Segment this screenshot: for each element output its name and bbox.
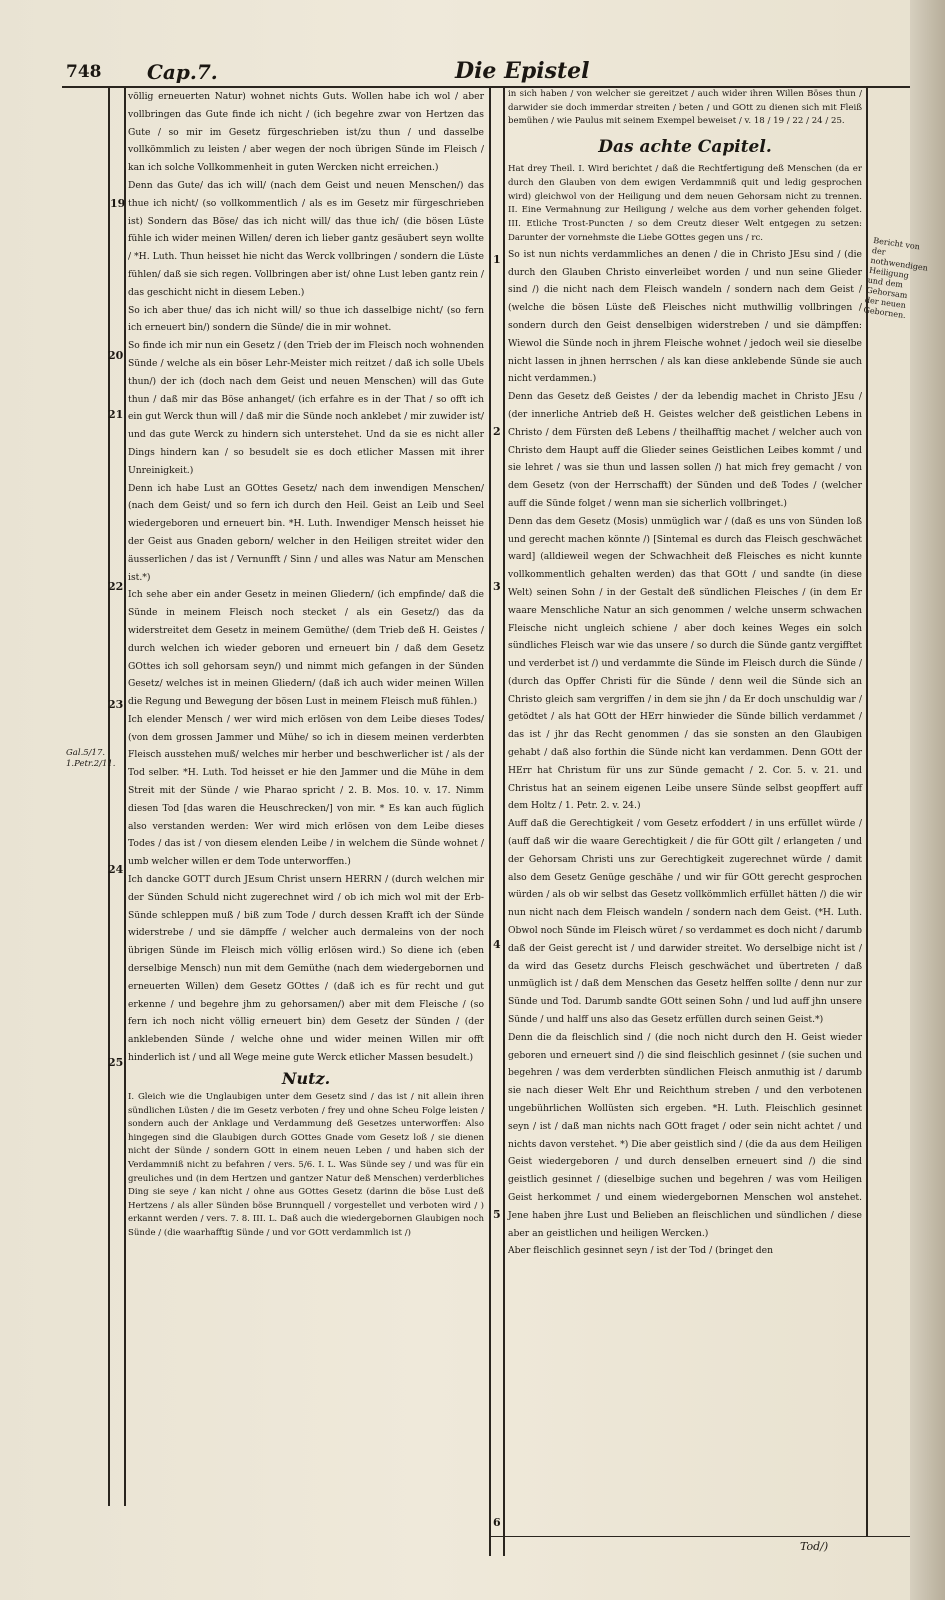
verse-number: 6 xyxy=(493,1516,501,1529)
bottom-rule xyxy=(490,1536,910,1537)
verse-number: 2 xyxy=(493,425,501,438)
right-text-column xyxy=(508,88,862,1260)
nutz-paragraph: I. Gleich wie die Unglaubigen unter dem Gesetz sind / das ist / nit allein ihren sündlichen Lüsten / die im Gesetz verboten / frey und ohne Scheu Folge leisten / sondern auch der Anklage und Verdammung deß Gesetzes unterworffen: Also hingegen sind die Glaubigen durch GOttes Gnade vom Gesetz loß / sie dienen nicht der Sünde / sondern GOtt in einem neuen Leben / und haben sich der Verdammniß nicht zu befahren / vers. 5/6. I. L. Was Sünde sey / und was für ein greuliches und (in dem Hertzen und gantzer Natur deß Menschen) verderbliches Ding sie seye / kan nicht / ohne aus GOttes Gesetz (darinn die böse Lust deß Hertzens / als aller Sünden böse Brunnquell / vorgestellet und verboten wird / ) erkannt werden / vers. 7. 8. III. L. Daß auch die wiedergebornen Glaubigen noch Sünde / (die waarhafftig Sünde / und vor GOtt verdammlich ist /) xyxy=(128,1092,484,1238)
running-title: Die Epistel xyxy=(455,58,590,84)
verse-number: 22 xyxy=(108,580,124,593)
verse-number: 5 xyxy=(493,1208,501,1221)
verse-4: Auff daß die Gerechtigkeit / vom Gesetz erfoddert / in uns erfüllet würde / (auff daß wir die waare Gerechtigkeit / die für GOtt gilt / erlangeten / und der Gehorsam Christi uns zur Gerechtigkeit zugerechnet würde / damit also dem Gesetz Genüge geschähe / und wir für GOtt gerecht gesprochen würden / als ob wir selbst das Gesetz vollkömmlich erfüllet hätten /) die wir nun nicht nach dem Fleisch wandeln / sondern nach dem Geist. (*H. Luth. Obwol noch Sünde im Fleisch würet / so verdammet es doch nicht / darumb daß der Geist gerecht ist / und darwider streitet. Wo derselbige nicht ist / da wird das Gesetz durchs Fleisch geschwächet und übertreten / daß unmüglich ist / daß dem Menschen das Gesetz helffen sollte / denn nur zur Sünde und Tod. Darumb sandte GOtt seinen Sohn / und lud auff jhn unsere Sünde / und halff uns also das Gesetz erfüllen durch seinen Geist.*) xyxy=(508,818,862,1026)
catchword: Tod/) xyxy=(800,1540,829,1553)
verse-22: Denn ich habe Lust an GOttes Gesetz/ nach dem inwendigen Menschen/ (nach dem Geist/ und so fern ich durch den Heil. Geist an Leib und Seel wiedergeboren und erneuert bin. *H. Luth. Inwendiger Mensch heisset hie der Geist aus Gnaden geborn/ welcher in den Heiligen streitet wider den äusserlichen / das ist / Vernunfft / Sinn / und alles was Natur am Menschen ist.*) xyxy=(128,482,484,583)
margin-cross-reference: Gal.5/17. 1.Petr.2/11. xyxy=(66,748,116,769)
section-heading: Nutz. xyxy=(281,1068,331,1088)
verse-number: 19 xyxy=(110,197,126,210)
verse-number: 24 xyxy=(108,863,124,876)
chapter-heading: Das achte Capitel. xyxy=(598,136,772,157)
running-header xyxy=(0,56,945,88)
verse-2: Denn das Gesetz deß Geistes / der da lebendig machet in Christo JEsu / (der innerliche Antrieb deß H. Geistes welcher deß geistlichen Lebens in Christo / dem Fürsten deß Lebens / theilhafftig machet / welcher auch von Christo dem Haupt auff die Glieder seines Geistlichen Leibes kommt / und sie lehret / was sie thun und lassen sollen /) hat mich frey gemacht / von dem Gesetz (von der Herrschafft) der Sünden und deß Todes / (welcher auff die Sünde folget / wenn man sie sicherlich vollbringet.) xyxy=(508,391,862,509)
paragraph: völlig erneuerten Natur) wohnet nichts Guts. Wollen habe ich wol / aber vollbringen das Gute finde ich nicht / (ich begehre zwar von Hertzen das Gute / so mir im Gesetz fürgeschrieben ist/zu thun / und dasselbe vollkömmlich zu leisten / aber wegen der noch übrigen Sünde im Fleisch / kan ich solche Vollkommenheit in guten Wercken nicht erreichen.) xyxy=(128,91,484,174)
left-margin-rule xyxy=(108,86,110,1506)
margin-side-note: Bericht von der nothwendigen Heiligung und dem Gehorsam der neuen Gebornen. xyxy=(863,236,929,321)
verse-number: 3 xyxy=(493,580,501,593)
verse-23: Ich sehe aber ein ander Gesetz in meinen Gliedern/ (ich empfinde/ daß die Sünde in meinem Fleisch noch stecket / als ein Gesetz/) das da widerstreitet dem Gesetz in meinem Gemüthe/ (dem Trieb deß H. Geistes / durch welchen ich wieder geboren und erneuert bin / daß dem Gesetz GOttes ich soll gehorsam seyn/) und nimmt mich gefangen in der Sünden Gesetz/ welches ist in meinen Gliedern/ (daß ich auch wider meinen Willen die Regung und Bewegung der bösen Lust in meinem Fleisch muß fühlen.) xyxy=(128,589,484,708)
verse-number: 23 xyxy=(108,698,124,711)
verse-5: Denn die da fleischlich sind / (die noch nicht durch den H. Geist wieder geboren und erneuert sind /) die sind fleischlich gesinnet / (sie suchen und begehren / was dem verderbten sündlichen Fleisch anmuthig ist / darumb sie nach dieser Welt Ehr und Reichthum streben / und den verbotenen ungebührlichen Wollüsten sich ergeben. *H. Luth. Fleischlich gesinnet seyn / ist / daß man nichts nach GOtt fraget / oder sein nicht achtet / und nichts davon verstehet. *) Die aber geistlich sind / (die da aus dem Heiligen Geist wiedergeboren / und durch denselben erneuert sind /) die sind geistlich gesinnet / (dieselbige suchen und begehren / was vom Heiligen Geist herkommet / und einem wiedergebornen Menschen wol anstehet. Jene haben jhre Lust und Belieben an fleischlichen und sündlichen / diese aber an geistlichen und heiligen Wercken.) xyxy=(508,1031,862,1239)
chapter-label: Cap.7. xyxy=(147,60,218,84)
verse-number: 4 xyxy=(493,938,501,951)
page-edge-shadow xyxy=(910,0,945,1600)
verse-19: Denn das Gute/ das ich will/ (nach dem Geist und neuen Menschen/) das thue ich nicht/ (so vollkommentlich / als es im Gesetz mir fürgeschrieben ist) Sondern das Böse/ das ich nicht will/ das thue ich/ (die bösen Lüste fühle ich wider meinen Willen/ deren ich lieber gantz gesäubert seyn wollte / *H. Luth. Thun heisset hie nicht das Werck vollbringen / sondern die Lüste fühlen/ daß sie sich regen. Vollbringen aber ist/ ohne Lust leben gantz rein / das geschicht nicht in diesem Leben.) xyxy=(128,179,484,298)
verse-number: 20 xyxy=(108,349,124,362)
verse-25: Ich dancke GOTT durch JEsum Christ unsern HERRN / (durch welchen mir der Sünden Schuld nicht zugerechnet wird / ob ich mich wol mit der Erb-Sünde schleppen muß / biß zum Tode / durch dessen Krafft ich der Sünde widerstrebe / und sie dämpffe / welcher auch dermaleins von der noch übrigen Sünde im Fleisch mich völlig erlösen wird.) So diene ich (eben derselbige Mensch) nun mit dem Gemüthe (nach dem wiedergebornen und erneuerten Willen) dem Gesetz GOttes / (daß ich es für recht und gut erkenne / und begehre jhm zu gehorsamen/) aber mit dem Fleische / (so fern ich noch nicht völlig erneuert bin) dem Gesetz der Sünden / (der anklebenden Sünde / welche ohne und wider meinen Willen mir offt hinderlich ist / und all Wege meine gute Werck etlicher Massen besudelt.) xyxy=(128,874,484,1064)
verse-6: Aber fleischlich gesinnet seyn / ist der Tod / (bringet den xyxy=(508,1245,773,1257)
verse-24: Ich elender Mensch / wer wird mich erlösen von dem Leibe dieses Todes/ (von dem grossen Jammer und Mühe/ so ich in diesem meinen verderbten Fleisch ausstehen muß/ welches mir herber und beschwerlicher ist / als der Tod selber. *H. Luth. Tod heisset er hie den Jammer und die Mühe in dem Streit mit der Sünde / wie Pharao spricht / 2. B. Mos. 10. v. 17. Nimm diesen Tod [das waren die Heuschrecken/] von mir. * Es kan auch füglich also verstanden werden: Wer wird mich erlösen von dem Leibe dieses Todes / das ist / von diesem elenden Leibe / in welchem die Sünde wohnet / umb welcher willen er dem Tode unterworffen.) xyxy=(128,713,484,868)
chapter-summary: Hat drey Theil. I. Wird berichtet / daß die Rechtfertigung deß Menschen (da er durch den Glauben von dem ewigen Verdammniß quit und ledig gesprochen wird) gleichwol von der Heiligung und dem neuen Gehorsam nicht zu trennen. II. Eine Vermahnung zur Heiligung / welche aus dem vorher gehenden folget. III. Etliche Trost-Puncten / so dem Creutz dieser Welt entgegen zu setzen: Darunter der vornehmste die Liebe GOttes gegen uns / rc. xyxy=(508,163,862,243)
verse-number: 25 xyxy=(108,1056,124,1069)
verse-20: So ich aber thue/ das ich nicht will/ so thue ich dasselbige nicht/ (so fern ich erneuert bin/) sondern die Sünde/ die in mir wohnet. xyxy=(128,304,484,334)
left-text-column xyxy=(128,88,484,1241)
center-rule xyxy=(489,86,491,1556)
page-number: 748 xyxy=(66,62,102,82)
right-verse-rule xyxy=(503,86,505,1556)
left-verse-rule xyxy=(124,86,126,1506)
verse-3: Denn das dem Gesetz (Mosis) unmüglich war / (daß es uns von Sünden loß und gerecht machen könnte /) [Sintemal es durch das Fleisch geschwächet ward] (alldieweil wegen der Schwachheit deß Fleisches es nicht kunnte vollkommentlich gehalten werden) das that GOtt / und sandte (in diese Welt) seinen Sohn / in der Gestalt deß sündlichen Fleisches / (in dem Er waare Menschliche Natur an sich genommen / welche unserm schwachen Fleische nicht ungleich schiene / aber doch keines Weges ein solch sündliches Fleisch war wie das unsere / so durch die Sünde gantz vergifftet und verderbet ist /) und verdammte die Sünde im Fleisch durch die Sünde / (durch das Opffer Christi für die Sünde / denn weil die Sünde sich an Christo gleich sam vergriffen / in dem sie jhn / da Er doch unschuldig war / getödtet / als hat GOtt der HErr hinwieder die Sünde billich verdammet / das ist / jhr das Recht genommen / das sie sonsten an den Glaubigen gehabt / daß also forthin die Sünde nicht kan verdammen. Denn GOtt der HErr hat Christum für uns zur Sünde gemacht / 2. Cor. 5. v. 21. und Christus hat an seinem eigenen Leibe unsere Sünde selbst geopffert auff dem Holtz / 1. Petr. 2. v. 24.) xyxy=(508,515,862,812)
verse-number: 1 xyxy=(493,253,501,266)
verse-number: 21 xyxy=(108,408,124,421)
verse-21: So finde ich mir nun ein Gesetz / (den Trieb der im Fleisch noch wohnenden Sünde / welche als ein böser Lehr-Meister mich reitzet / daß ich solle Ubels thun/) der ich (doch nach dem Geist und neuen Menschen) will das Gute thun / daß mir das Böse anhanget/ (ich erfahre es in der That / so offt ich ein gut Werck thun will / daß mir die Sünde noch anklebet / mir zuwider ist/ und das gute Werck zu hindern sich unterstehet. Und da sie es nicht aller Dings hindern kan / so besudelt sie es doch etlicher Massen mit ihrer Unreinigkeit.) xyxy=(128,340,484,476)
paragraph: in sich haben / von welcher sie gereitzet / auch wider ihren Willen Böses thun / darwider sie doch immerdar streiten / beten / und GOtt zu dienen sich mit Fleiß bemühen / wie Paulus mit seinem Exempel beweiset / v. 18 / 19 / 22 / 24 / 25. xyxy=(508,89,862,127)
verse-1: So ist nun nichts verdammliches an denen / die in Christo JEsu sind / (die durch den Glauben Christo einverleibet worden / und nun seine Glieder sind /) die nicht nach dem Fleisch wandeln / sondern nach dem Geist / (welche die bösen Lüste deß Fleisches nicht muthwillig vollbringen / sondern durch den Geist denselbigen widerstreben / und sie dämpffen: Wiewol die Sünde noch in jhrem Fleische wohnet / jedoch weil sie dieselbe nicht lassen in jhnen herrschen / als kan diese anklebende Sünde sie auch nicht verdammen.) xyxy=(508,248,862,385)
